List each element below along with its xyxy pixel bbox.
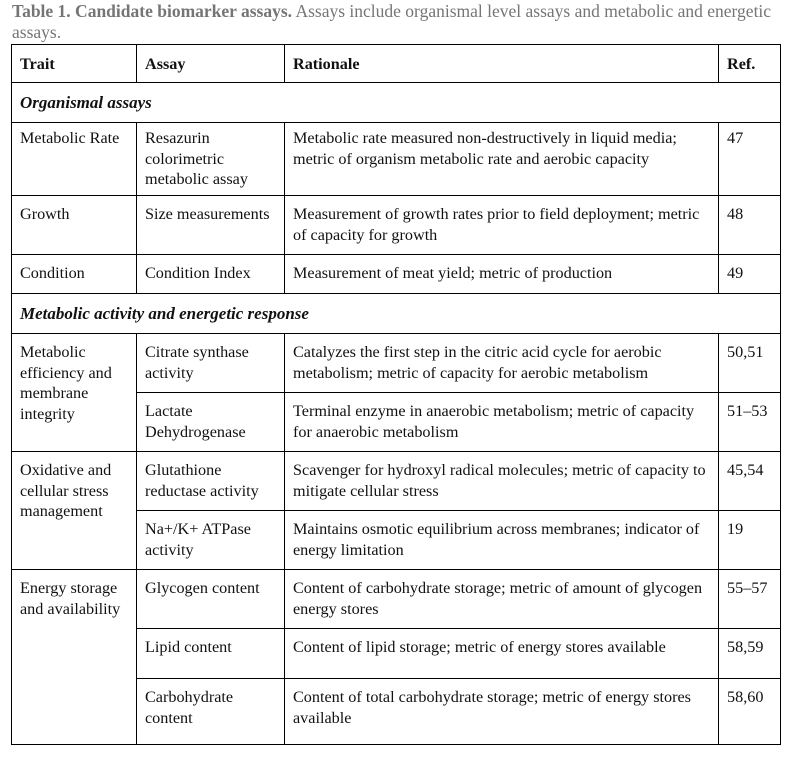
ref-cell: 45,54 — [719, 452, 781, 511]
assay-cell: Citrate synthase activity — [137, 334, 285, 393]
ref-cell: 19 — [719, 511, 781, 570]
ref-cell: 49 — [719, 255, 781, 294]
biomarker-table — [11, 44, 781, 745]
caption-text: Assays include organismal level assays and metabolic and energetic assays. — [12, 1, 772, 42]
ref-cell: 58,59 — [719, 629, 781, 679]
assay-cell: Lactate Dehydrogenase — [137, 393, 285, 452]
trait-cell: Metabolic Rate — [12, 123, 137, 196]
table-row — [12, 570, 781, 629]
ref-cell: 50,51 — [719, 334, 781, 393]
table-row — [12, 196, 781, 255]
rationale-cell: Measurement of growth rates prior to field deployment; metric of capacity for growth — [285, 196, 719, 255]
ref-cell: 47 — [719, 123, 781, 196]
assay-cell: Condition Index — [137, 255, 285, 294]
section-organismal: Organismal assays — [12, 83, 781, 123]
rationale-cell: Content of total carbohydrate storage; metric of energy stores available — [285, 679, 719, 745]
ref-cell: 58,60 — [719, 679, 781, 745]
assay-cell: Carbohydrate content — [137, 679, 285, 745]
header-row — [12, 45, 781, 83]
rationale-cell: Scavenger for hydroxyl radical molecules; metric of capacity to mitigate cellular stress — [285, 452, 719, 511]
table-row — [12, 255, 781, 294]
table-row — [12, 334, 781, 393]
table-row — [12, 123, 781, 196]
section-metabolic: Metabolic activity and energetic response — [12, 294, 781, 334]
rationale-cell: Terminal enzyme in anaerobic metabolism; metric of capacity for anaerobic metabolism — [285, 393, 719, 452]
section-row — [12, 294, 781, 334]
trait-cell: Energy storage and availability — [12, 570, 137, 745]
rationale-cell: Catalyzes the first step in the citric acid cycle for aerobic metabolism; metric of capacity for aerobic metabolism — [285, 334, 719, 393]
rationale-cell: Content of carbohydrate storage; metric of amount of glycogen energy stores — [285, 570, 719, 629]
header-ref: Ref. — [719, 45, 781, 83]
ref-cell: 48 — [719, 196, 781, 255]
ref-cell: 55–57 — [719, 570, 781, 629]
trait-cell: Condition — [12, 255, 137, 294]
ref-cell: 51–53 — [719, 393, 781, 452]
trait-cell: Oxidative and cellular stress management — [12, 452, 137, 570]
header-assay: Assay — [137, 45, 285, 83]
assay-cell: Na+/K+ ATPase activity — [137, 511, 285, 570]
assay-cell: Resazurin colorimetric metabolic assay — [137, 123, 285, 196]
header-rationale: Rationale — [285, 45, 719, 83]
rationale-cell: Measurement of meat yield; metric of production — [285, 255, 719, 294]
assay-cell: Lipid content — [137, 629, 285, 679]
rationale-cell: Content of lipid storage; metric of energy stores available — [285, 629, 719, 679]
header-trait: Trait — [12, 45, 137, 83]
rationale-cell: Metabolic rate measured non-destructively in liquid media; metric of organism metabolic rate and aerobic capacity — [285, 123, 719, 196]
assay-cell: Glycogen content — [137, 570, 285, 629]
trait-cell: Growth — [12, 196, 137, 255]
table-caption — [12, 1, 782, 43]
caption-label: Table 1. Candidate biomarker assays. — [12, 1, 293, 21]
trait-cell: Metabolic efficiency and membrane integrity — [12, 334, 137, 452]
table-row — [12, 452, 781, 511]
assay-cell: Size measurements — [137, 196, 285, 255]
rationale-cell: Maintains osmotic equilibrium across membranes; indicator of energy limitation — [285, 511, 719, 570]
section-row — [12, 83, 781, 123]
assay-cell: Glutathione reductase activity — [137, 452, 285, 511]
